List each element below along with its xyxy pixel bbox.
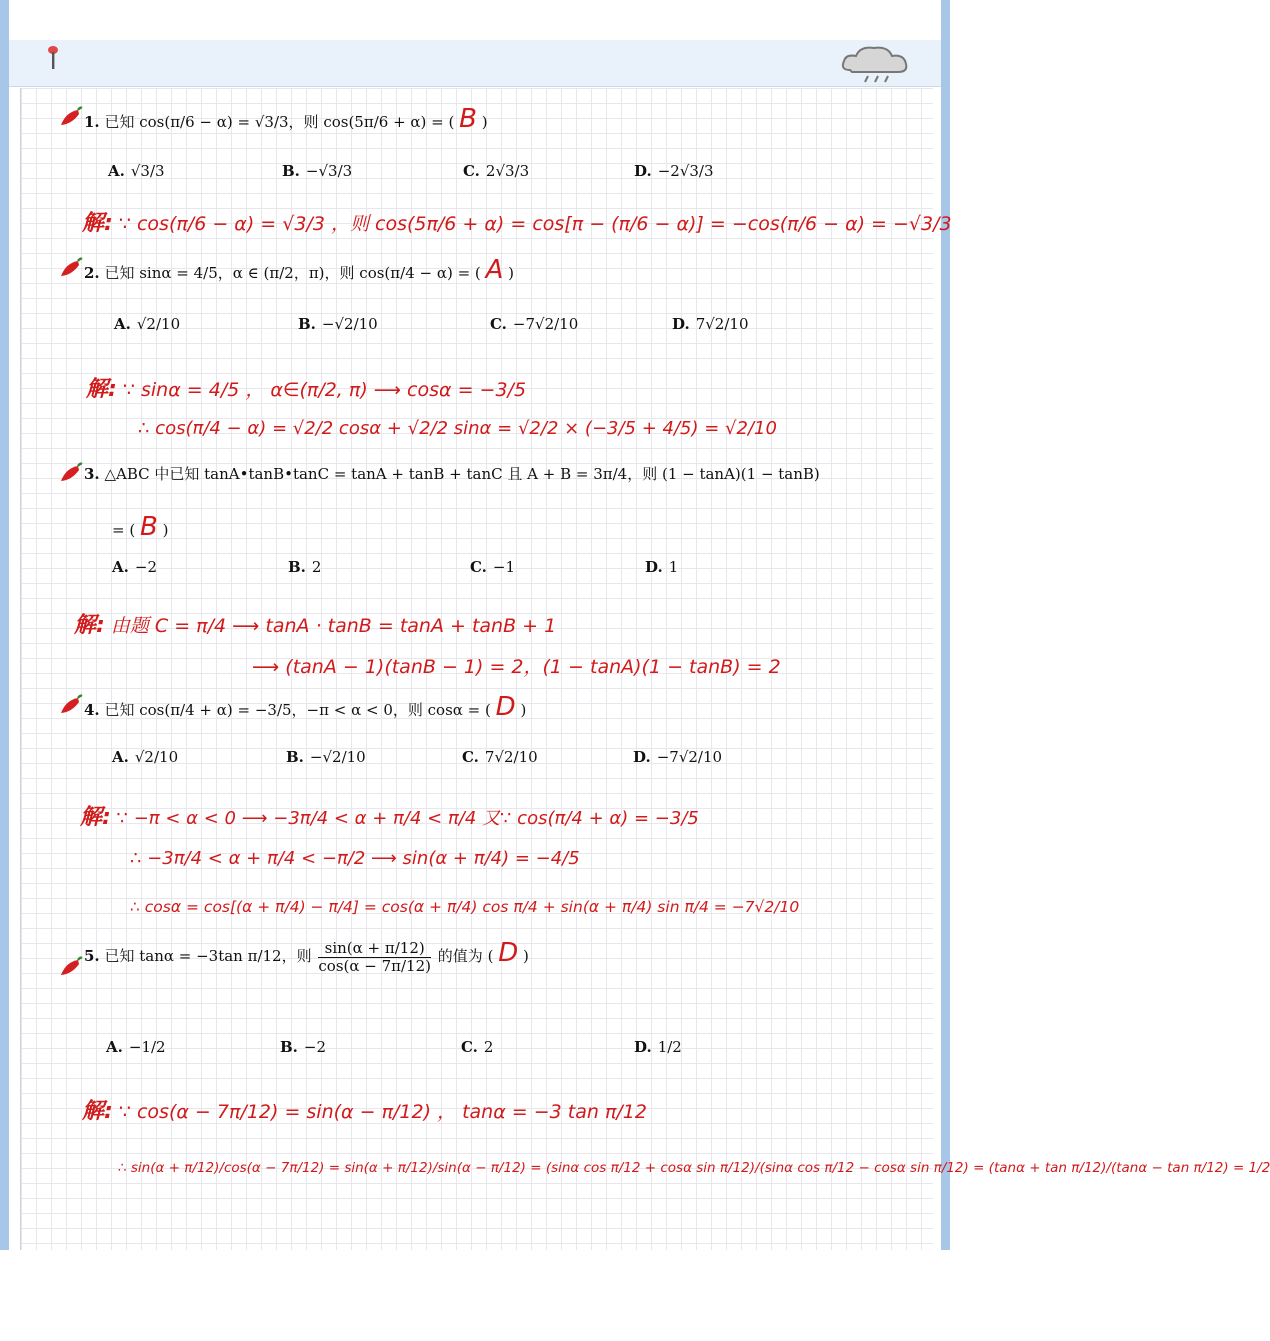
option-c: C. 7√2/10 <box>462 748 538 766</box>
answer-mark: B <box>139 512 158 542</box>
solution-5-line-1: 解: ∵ cos(α − 7π/12) = sin(α − π/12) ， tanα = −3 tan π/12 <box>82 1099 647 1124</box>
right-margin <box>941 0 950 1250</box>
question-stem: △ABC 中已知 tanA•tanB•tanC = tanA + tanB + tanC 且 A + B = 3π/4，则 (1 − tanA)(1 − tanB) <box>104 465 820 483</box>
question-stem: 已知 sinα = 4/5，α ∈ (π/2，π)，则 cos(π/4 − α) = ( <box>104 264 481 282</box>
chili-pepper-icon <box>58 257 82 279</box>
cloud-icon <box>838 44 912 84</box>
question-3-answer: = ( B ) <box>112 512 169 542</box>
option-c: C. −1 <box>470 558 516 576</box>
question-fraction: $\frac{\sin(\alpha + \pi/12)}{\cos(\alpha - 7\pi/12)}$ <box>318 939 432 975</box>
solution-3-line-1: 解: 由题 C = π/4 ⟶ tanA · tanB = tanA + tanB + 1 <box>74 613 557 638</box>
option-a: A. √2/10 <box>112 748 179 766</box>
header-bar <box>9 40 941 87</box>
solution-2-line-1: 解: ∵ sinα = 4/5 ， α∈(π/2, π) ⟶ cosα = −3/5 <box>86 377 527 402</box>
answer-mark: B <box>459 104 477 134</box>
solution-5-line-2: ∴ sin(α + π/12)/cos(α − 7π/12) = sin(α + π/12)/sin(α − π/12) = (sinα cos π/12 + cosα sin π/12)/(sinα cos π/12 − cosα sin π/12) = (tanα + tan π/12)/(tanα − tan π/12) = 1/2 <box>118 1160 1270 1176</box>
option-b: B. 2 <box>288 558 322 576</box>
option-d: D. 7√2/10 <box>672 315 749 333</box>
option-a: A. √2/10 <box>114 315 181 333</box>
solution-3-line-2: ⟶ (tanA − 1)(tanB − 1) = 2，(1 − tanA)(1 − tanB) = 2 <box>252 656 781 678</box>
solution-1: 解: ∵ cos(π/6 − α) = √3/3 ，则 cos(5π/6 + α) = cos[π − (π/6 − α)] = −cos(π/6 − α) = −√3/3 <box>82 211 952 236</box>
option-a: A. −2 <box>112 558 157 576</box>
solution-4-line-2: ∴ −3π/4 < α + π/4 < −π/2 ⟶ sin(α + π/4) = −4/5 <box>130 848 580 869</box>
question-1: 1. 已知 cos(π/6 − α) = √3/3，则 cos(5π/6 + α) = ( B ) <box>84 104 488 134</box>
option-d: D. −2√3/3 <box>634 162 714 180</box>
option-d: D. −7√2/10 <box>633 748 723 766</box>
option-b: B. −√3/3 <box>282 162 353 180</box>
question-2: 2. 已知 sinα = 4/5，α ∈ (π/2，π)，则 cos(π/4 − α) = ( A ) <box>84 255 515 285</box>
question-stem: 已知 cos(π/4 + α) = −3/5，−π < α < 0，则 cosα = ( <box>104 701 491 719</box>
answer-mark: D <box>498 938 519 968</box>
question-5: 5. 已知 tanα = −3tan π/12，则 $\frac{\sin(\alpha + \pi/12)}{\cos(\alpha - 7\pi/12)}$ 的值为 ( D ) <box>84 938 529 975</box>
option-c: C. 2 <box>461 1038 494 1056</box>
option-a: A. −1/2 <box>106 1038 166 1056</box>
left-margin <box>0 0 9 1250</box>
pin-icon <box>44 44 62 70</box>
question-stem: 已知 cos(π/6 − α) = √3/3，则 cos(5π/6 + α) = ( <box>104 113 455 131</box>
option-d: D. 1 <box>645 558 679 576</box>
question-3: 3. △ABC 中已知 tanA•tanB•tanC = tanA + tanB + tanC 且 A + B = 3π/4，则 (1 − tanA)(1 − tanB) <box>84 465 820 483</box>
answer-mark: A <box>485 255 504 285</box>
question-stem: 已知 tanα = −3tan π/12，则 <box>104 947 312 965</box>
option-b: B. −2 <box>280 1038 327 1056</box>
answer-mark: D <box>495 692 516 722</box>
solution-4-line-1: 解: ∵ −π < α < 0 ⟶ −3π/4 < α + π/4 < π/4 又∵ cos(π/4 + α) = −3/5 <box>80 805 699 830</box>
page-bottom <box>0 1250 950 1341</box>
option-a: A. √3/3 <box>108 162 165 180</box>
question-4: 4. 已知 cos(π/4 + α) = −3/5，−π < α < 0，则 cosα = ( D ) <box>84 692 527 722</box>
option-c: C. −7√2/10 <box>490 315 579 333</box>
option-b: B. −√2/10 <box>286 748 366 766</box>
option-b: B. −√2/10 <box>298 315 378 333</box>
question-number: 1. <box>84 113 100 131</box>
chili-pepper-icon <box>58 106 82 128</box>
chili-pepper-icon <box>58 462 82 484</box>
solution-2-line-2: ∴ cos(π/4 − α) = √2/2 cosα + √2/2 sinα = √2/2 × (−3/5 + 4/5) = √2/10 <box>138 418 777 439</box>
option-d: D. 1/2 <box>634 1038 682 1056</box>
option-c: C. 2√3/3 <box>463 162 530 180</box>
solution-4-line-3: ∴ cosα = cos[(α + π/4) − π/4] = cos(α + π/4) cos π/4 + sin(α + π/4) sin π/4 = −7√2/10 <box>130 898 800 916</box>
chili-pepper-icon <box>58 694 82 716</box>
chili-pepper-icon <box>58 956 82 978</box>
